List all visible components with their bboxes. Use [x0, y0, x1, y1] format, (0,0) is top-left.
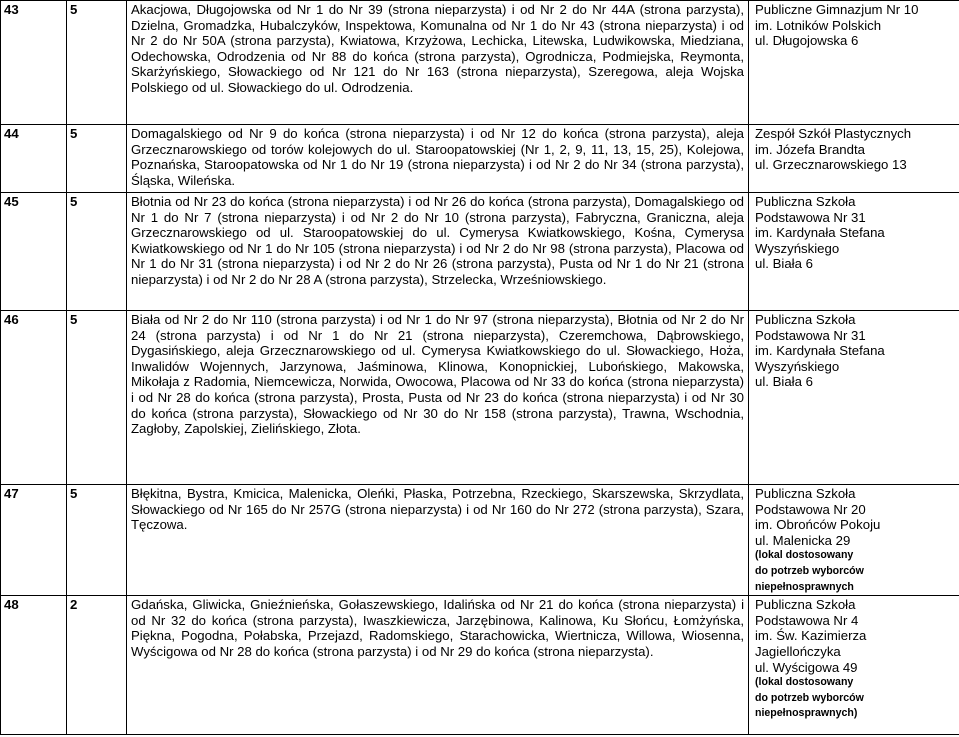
table-row [1, 193, 959, 311]
district-streets: Domagalskiego od Nr 9 do końca (strona nieparzysta) i od Nr 12 do końca (strona parzysta), aleja Grzecznarowskiego od torów kolejowych do ul. Staroopatowskiej (Nr 1, 2, 9, 11, 13, 15, 25), Kolejowa, Poznańska, Staroopatowska od Nr 1 do Nr 19 (strona nieparzysta) i od Nr 2 do Nr 34 (strona parzysta), Śląska, Wileńska. [127, 125, 749, 193]
district-streets: Akacjowa, Długojowska od Nr 1 do Nr 39 (strona nieparzysta) i od Nr 2 do Nr 44A (strona parzysta), Dzielna, Gromadzka, Hubalczyków, Inspektowa, Komunalna od Nr 1 do Nr 43 (strona nieparzysta) i od Nr 2 do Nr 50A (strona parzysta), Kwiatowa, Krzyżowa, Lechicka, Litewska, Ludwikowska, Miedziana, Odechowska, Odrodzenia od Nr 88 do końca (strona parzysta), Ogrodnicza, Podmiejska, Reymonta, Skarżyńskiego, Słowackiego od Nr 121 do Nr 163 (strona nieparzysta), Szeregowa, aleja Wojska Polskiego od ul. Słowackiego do ul. Odrodzenia. [127, 1, 749, 125]
polling-station-line: Podstawowa Nr 31 [755, 209, 866, 225]
polling-station [749, 485, 959, 596]
polling-station-line: im. Józefa Brandta [755, 141, 865, 157]
polling-station-line: ul. Biała 6 [755, 374, 813, 390]
district-streets: Biała od Nr 2 do Nr 110 (strona parzysta) i od Nr 1 do Nr 97 (strona nieparzysta), Błotnia od Nr 2 do Nr 24 (strona parzysta) i od Nr 1 do Nr 21 (strona nieparzysta), Czeremchowa, Dąbrowskiego, Dygasińskiego, aleja Grzecznarowskiego od ul. Cymerysa Kwiatkowskiego do ul. Słowackiego, Hoża, Inwalidów Wojennych, Jarzynowa, Jaśminowa, Klinowa, Konopnickiej, Lubońskiego, Makowska, Mikołaja z Radomia, Niemcewicza, Norwida, Owocowa, Placowa od Nr 33 do końca (strona nieparzysta) i od Nr 28 do końca (strona parzysta), Prosta, Pusta od Nr 23 do końca (strona nieparzysta) i od Nr 30 do końca (strona parzysta), Słowackiego od Nr 30 do Nr 158 (strona parzysta), Trawna, Wschodnia, Zagłoby, Zapolskiej, Zielińskiego, Złota. [127, 311, 749, 485]
district-streets: Gdańska, Gliwicka, Gnieźnieńska, Gołaszewskiego, Idalińska od Nr 21 do końca (strona nieparzysta) i od Nr 32 do końca (strona parzysta), Iwaszkiewicza, Jarzębinowa, Kalinowa, Ku Słońcu, Łomżyńska, Piękna, Pogodna, Połabska, Przejazd, Radomskiego, Starachowicka, Wiertnicza, Willowa, Wiosenna, Wyścigowa od Nr 28 do końca (strona parzysta) i od Nr 29 do końca (strona nieparzysta). [127, 596, 749, 735]
polling-station [749, 311, 959, 485]
table-row [1, 125, 959, 193]
polling-station-line: im. Kardynała Stefana [755, 343, 885, 359]
accessibility-note: niepełnosprawnych) [755, 707, 858, 720]
polling-station [749, 1, 959, 125]
polling-station [749, 596, 959, 735]
polling-station-line: Podstawowa Nr 20 [755, 501, 866, 517]
member-count: 5 [67, 193, 127, 311]
polling-station-line: ul. Wyścigowa 49 [755, 659, 858, 675]
district-streets: Błotnia od Nr 23 do końca (strona nieparzysta) i od Nr 26 do końca (strona parzysta), Domagalskiego od Nr 1 do Nr 7 (strona nieparzysta) i od Nr 2 do Nr 10 (strona parzysta), Fabryczna, Graniczna, aleja Grzecznarowskiego od ul. Staroopatowskiej do ul. Cymerysa Kwiatkowskiego, Kośna, Cymerysa Kwiatkowskiego od Nr 1 do Nr 105 (strona nieparzysta) i od Nr 2 do Nr 98 (strona parzysta), Placowa od Nr 1 do Nr 31 (strona nieparzysta) i od Nr 2 do Nr 26 (strona parzysta), Pusta od Nr 1 do Nr 21 (strona nieparzysta) i od Nr 2 do Nr 28 A (strona parzysta), Strzelecka, Wrześniowskiego. [127, 193, 749, 311]
polling-station [749, 193, 959, 311]
polling-station-line: ul. Grzecznarowskiego 13 [755, 157, 907, 173]
polling-station-line: Wyszyńskiego [755, 240, 840, 256]
district-number: 46 [1, 311, 67, 485]
member-count: 5 [67, 485, 127, 596]
accessibility-note: do potrzeb wyborców [755, 691, 864, 704]
polling-station-line: im. Kardynała Stefana [755, 225, 885, 241]
polling-station-line: Jagiellończyka [755, 643, 841, 659]
district-number: 44 [1, 125, 67, 193]
district-streets: Błękitna, Bystra, Kmicica, Malenicka, Oleńki, Płaska, Potrzebna, Rzeckiego, Skarszewska, Skrzydlata, Słowackiego od Nr 165 do Nr 257G (strona nieparzysta) i od Nr 160 do Nr 272 (strona parzysta), Szara, Tęczowa. [127, 485, 749, 596]
polling-station-line: Wyszyńskiego [755, 358, 840, 374]
polling-station-line: Publiczna Szkoła [755, 486, 856, 501]
table-row [1, 1, 959, 125]
polling-station-line: im. Lotników Polskich [755, 17, 882, 33]
polling-station-line: Podstawowa Nr 31 [755, 327, 866, 343]
polling-station-line: ul. Biała 6 [755, 256, 813, 272]
accessibility-note: niepełnosprawnych [755, 580, 854, 593]
polling-station-line: Zespół Szkół Plastycznych [755, 126, 912, 141]
polling-station [749, 125, 959, 193]
accessibility-note: do potrzeb wyborców [755, 564, 864, 577]
district-number: 48 [1, 596, 67, 735]
member-count: 5 [67, 311, 127, 485]
polling-station-line: im. Św. Kazimierza [755, 628, 867, 644]
member-count: 5 [67, 125, 127, 193]
polling-station-line: ul. Malenicka 29 [755, 532, 851, 548]
polling-station-line: ul. Długojowska 6 [755, 33, 859, 49]
polling-station-line: Podstawowa Nr 4 [755, 612, 859, 628]
district-number: 43 [1, 1, 67, 125]
accessibility-note: (lokal dostosowany [755, 676, 854, 689]
district-number: 45 [1, 193, 67, 311]
polling-station-line: im. Obrońców Pokoju [755, 517, 881, 533]
member-count: 2 [67, 596, 127, 735]
polling-station-line: Publiczna Szkoła [755, 312, 856, 327]
member-count: 5 [67, 1, 127, 125]
polling-station-line: Publiczna Szkoła [755, 597, 856, 613]
table-row [1, 596, 959, 735]
accessibility-note: (lokal dostosowany [755, 549, 854, 562]
district-number: 47 [1, 485, 67, 596]
polling-station-line: Publiczne Gimnazjum Nr 10 [755, 2, 919, 17]
table-row [1, 485, 959, 596]
table-row [1, 311, 959, 485]
polling-station-line: Publiczna Szkoła [755, 194, 856, 209]
